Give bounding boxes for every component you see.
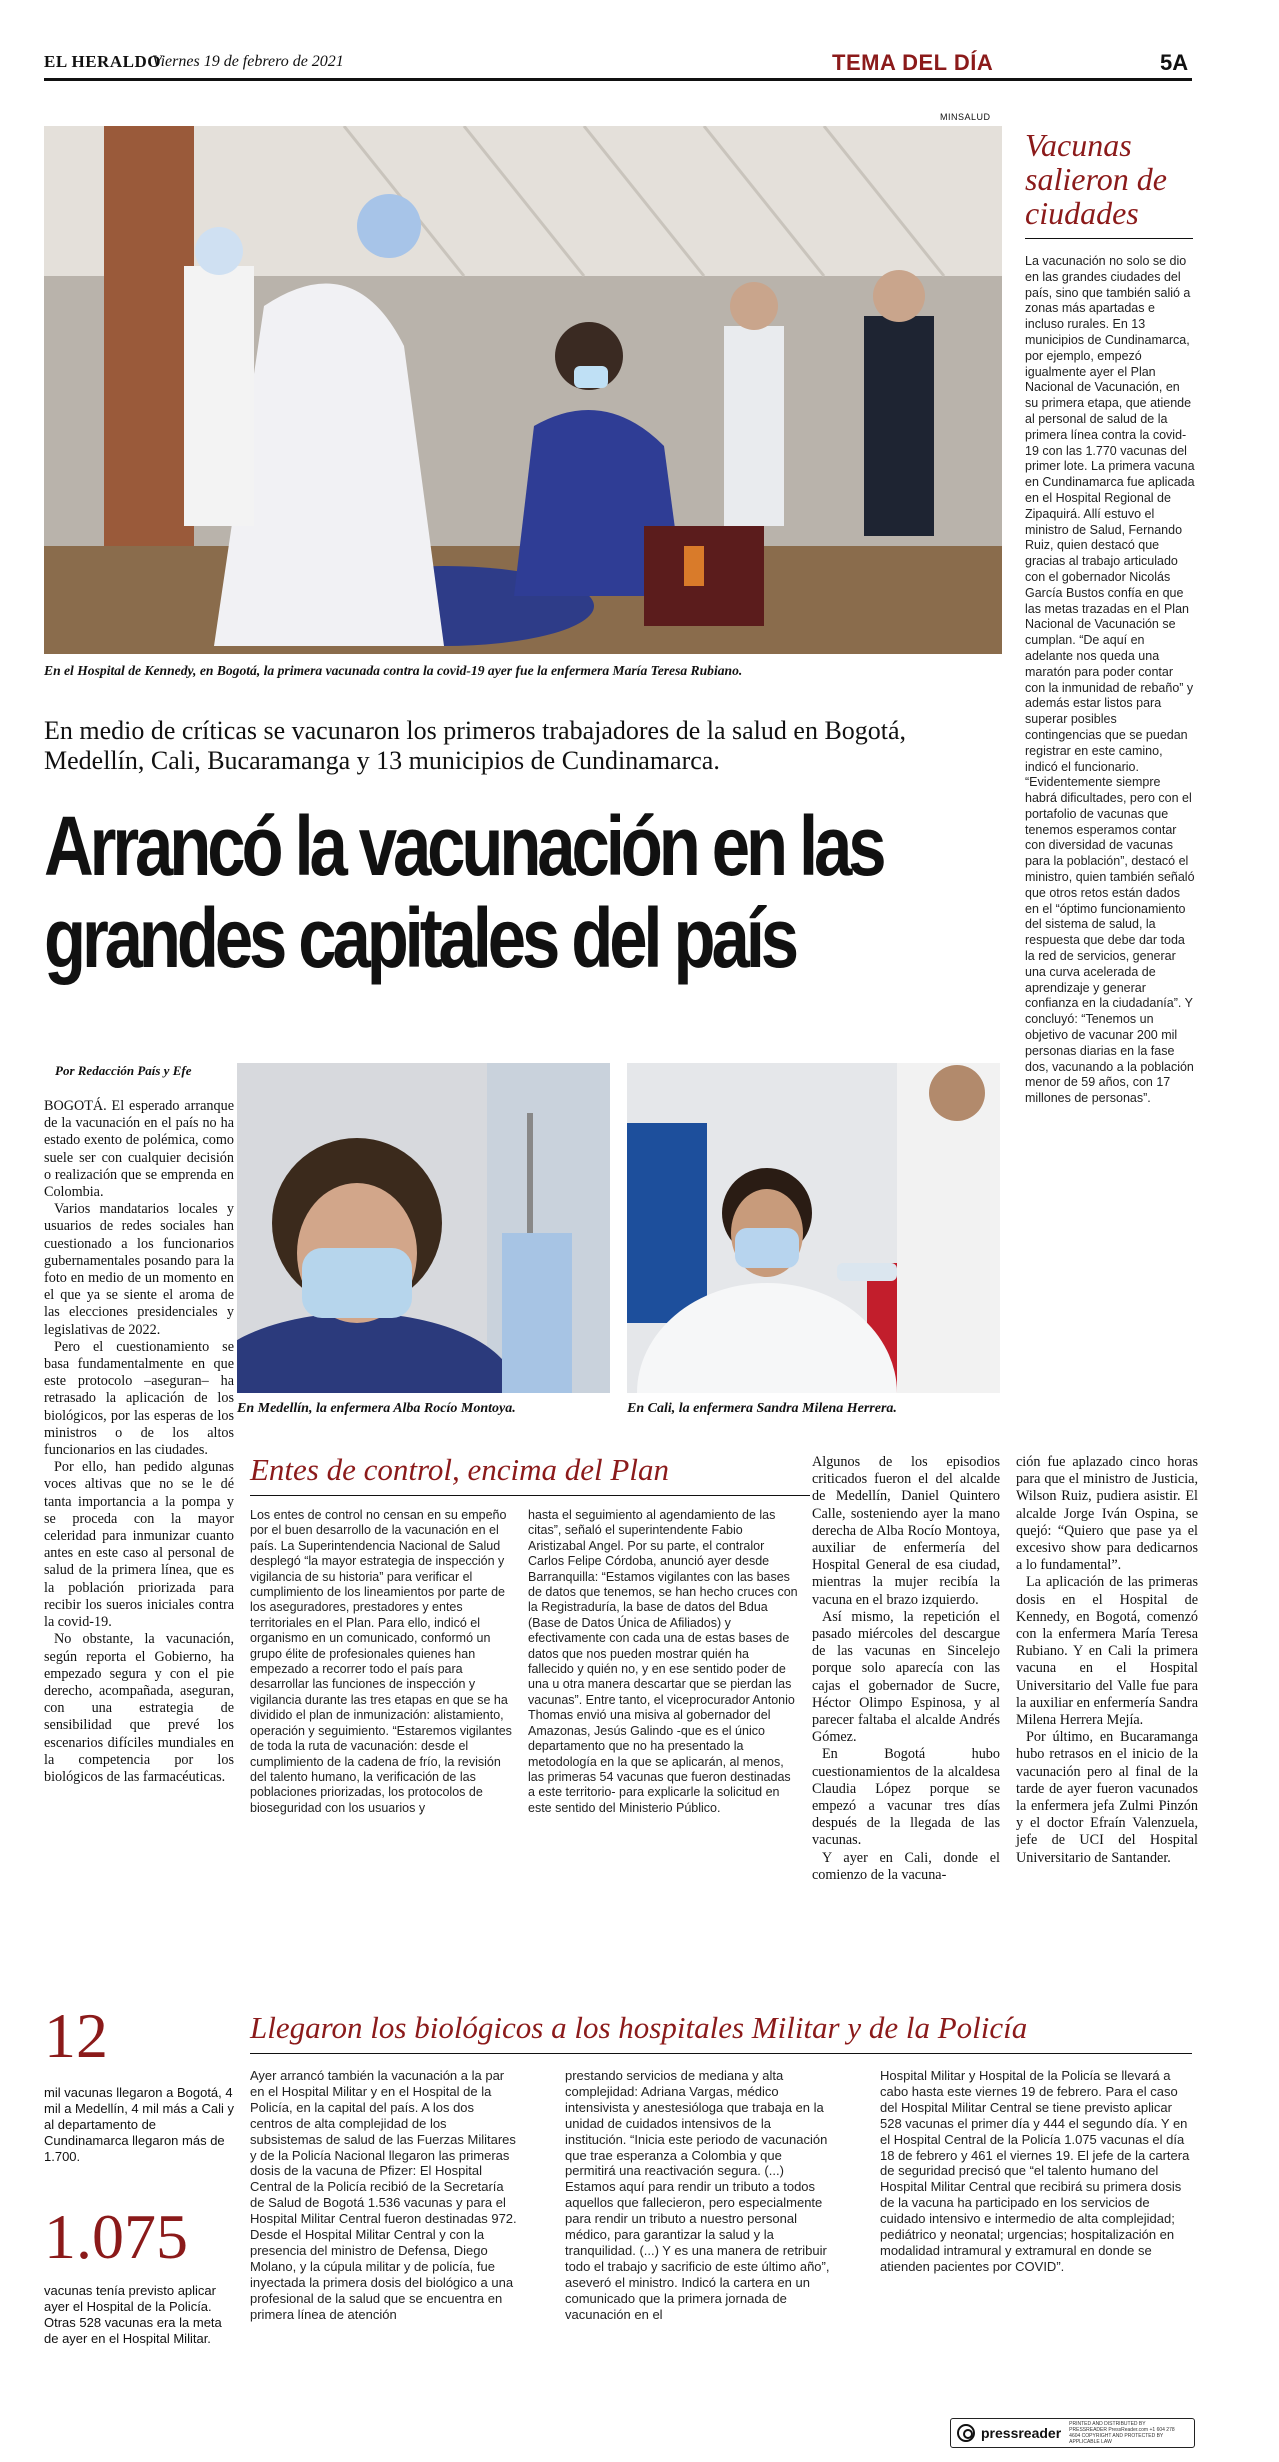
headline-line-2: grandes capitales del país	[44, 891, 795, 985]
sidebar-body: La vacunación no solo se dio en las grandes ciudades del país, sino que también salió a zonas más apartadas e incluso rurales. En 13 municipios de Cundinamarca, por ejemplo, empezó igualmente ayer el Plan Nacional de Vacunación, en su primera etapa, que atiende al personal de salud de la primera línea contra la covid-19 con las 1.770 vacunas del primer lote. La primera vacuna en Cundinamarca fue aplicada en el Hospital Regional de Zipaquirá. Allí estuvo el ministro de Salud, Fernando Ruiz, quien destacó que gracias al trabajo articulado con el gobernador Nicolás García Bustos confía en que las metas trazadas en el Plan Nacional de Vacunación se cumplan. “De aquí en adelante nos queda una maratón para poder contar con la inmunidad de rebaño” y además estar listos para superar posibles contingencias que se puedan registrar en este camino, indicó el funcionario. “Evidentemente siempre habrá dificultades, pero con el portafolio de vacunas que tenemos esperamos contar con diversidad de vacunas para la población”, destacó el ministro, quien también señaló que otros retos están dados en el “óptimo funcionamiento del sistema de salud, la respuesta que debe dar toda la red de servicios, generar una curva acelerada de aprendizaje y generar confianza en la ciudadanía”. Y concluyó: “Tenemos un objetivo de vacunar 200 mil personas diarias en la fase dos, vacunando a la población menor de 59 años, con 17 millones de personas”.	[1025, 254, 1195, 1106]
lead-paragraph: No obstante, la vacunación, según reporta el Gobierno, ha empezado segura y con el pie derecho, acompañada, aseguran, con una estrategia de sensibilidad que prevé los escenarios difíciles mundiales en la competencia por los biológicos de las farmacéuticas.	[44, 1631, 234, 1785]
section2-title: Entes de control, encima del Plan	[250, 1452, 669, 1487]
lead-paragraph: Varios mandatarios locales y usuarios de redes sociales han cuestionado a los funcionarios gubernamentales posando para la foto en medio de un momento en el que ya se siente el aroma de las elecciones presidenciales y legislativas de 2022.	[44, 1201, 234, 1338]
article-column-4	[1016, 1454, 1198, 1867]
pressreader-logo	[950, 2418, 1195, 2448]
lead-article-body	[44, 1098, 234, 1786]
section2-column-1: Los entes de control no censan en su empeño por el buen desarrollo de la vacunación en el país. La Superintendencia Nacional de Salud desplegó “la mayor estrategia de inspección y vigilancia de su historia” para verificar el cumplimiento de los lineamientos por parte de los aseguradores, prestadores y entes territoriales en el Plan. Para ello, indicó el organismo en un comunicado, conformó un grupo élite de profesionales quienes han empezado a recorrer todo el país para desarrollar las funciones de inspección y vigilancia durante las tres etapas en que se ha dividido el plan de inmunización: alistamiento, operación y seguimiento. “Estaremos vigilantes de toda la ruta de vacunación: desde el cumplimiento de la cadena de frío, la revisión del talento humano, la verificación de las poblaciones priorizadas, los protocolos de bioseguridad con los usuarios y	[250, 1508, 512, 1815]
headline-line-1: Arrancó la vacunación en las	[44, 799, 883, 893]
page-number: 5A	[1160, 50, 1189, 75]
newspaper-brand: EL HERALDO	[44, 52, 161, 71]
section2-column-2: hasta el seguimiento al agendamiento de las citas”, señaló el superintendente Fabio Aristizabal Angel. Por su parte, el contralor Carlos Felipe Córdoba, anunció ayer desde Barranquilla: “Estamos vigilantes con las bases de datos que tenemos, se han hecho cruces con la Registraduría, la base de datos del Bdua (Base de Datos Única de Afiliados) y efectivamente con cada una de estas bases de datos que nos pueden mostrar quién ha fallecido y quién no, y en ese sentido poder de una u otra manera descartar que se pierdan las vacunas”. Entre tanto, el viceprocurador Antonio Thomas envió una misiva al gobernador del Amazonas, Jesús Galindo -que es el único departamento que no ha presentado la metodología en la que se aplicarán, al menos, las primeras 54 vacunas que fueron destinadas a este territorio- para explicarle la solicitud en este sentido del Ministerio Público.	[528, 1508, 798, 1815]
publication-date: Viernes 19 de febrero de 2021	[152, 53, 344, 70]
article-headline	[44, 799, 883, 985]
photo-cali	[627, 1063, 1000, 1393]
section3-column-3: Hospital Militar y Hospital de la Policía se llevará a cabo hasta este viernes 19 de febrero. Para el caso del Hospital Militar Central se tiene previsto aplicar 528 vacunas el primer día y 444 el segundo día. Y en el Hospital Central de la Policía 1.075 vacunas el día 18 de febrero y 461 el viernes 19. El jefe de la cartera de seguridad precisó que “el talento humano del Hospital Militar Central que recibirá su primera dosis de la vacuna ha participado en los servicios de cuidado intensivo e intermedio de alta complejidad; pediátrico y neonatal; urgencias; hospitalización en modalidad intramural y extramural en donde se atienden pacientes por COVID”.	[880, 2068, 1190, 2274]
column-paragraph: Por último, en Bucaramanga hubo retrasos en el inicio de la vacunación pero al final de la tarde de ayer fueron vacunados la enfermera jefa Zulmi Pinzón y el doctor Efraín Valenzuela, jefe de UCI del Hospital Universitario de Santander.	[1016, 1729, 1198, 1866]
sidebar-title: Vacunas salieron de ciudades	[1025, 127, 1167, 231]
photo-cali-caption: En Cali, la enfermera Sandra Milena Herrera.	[627, 1401, 897, 1416]
photo-medellin-caption: En Medellín, la enfermera Alba Rocío Montoya.	[237, 1401, 516, 1416]
lead-paragraph: Pero el cuestionamiento se basa fundamentalmente en que este protocolo –aseguran– ha retrasado la aplicación de los biológicos, por las esperas de los ministros o de los altos funcionarios en las ciudades.	[44, 1338, 234, 1459]
section2-rule	[250, 1495, 810, 1496]
column-paragraph: Y ayer en Cali, donde el comienzo de la vacuna-	[812, 1849, 1000, 1883]
section3-rule	[250, 2053, 1192, 2054]
article-kicker: En medio de críticas se vacunaron los primeros trabajadores de la salud en Bogotá, Medellín, Cali, Bucaramanga y 13 municipios de Cundinamarca.	[44, 716, 907, 775]
pressreader-wordmark: pressreader	[981, 2425, 1062, 2441]
section-name: TEMA DEL DÍA	[832, 50, 994, 75]
lead-paragraph: BOGOTÁ. El esperado arranque de la vacunación en el país no ha estado exento de polémica, como suele ser con cualquier decisión o realización que se emprenda en Colombia.	[44, 1098, 234, 1201]
main-photo	[44, 126, 1002, 654]
column-paragraph: Así mismo, la repetición el pasado miércoles del descargue de las vacunas en Sincelejo porque solo aparecía con las cajas el gobernador de Sucre, Héctor Olimpo Espinosa, y al parecer faltaba el alcalde Andrés Gómez.	[812, 1608, 1000, 1746]
main-photo-caption: En el Hospital de Kennedy, en Bogotá, la primera vacunada contra la covid-19 ayer fue la enfermera María Teresa Rubiano.	[44, 663, 743, 678]
stat-number-1: 12	[44, 2000, 108, 2071]
column-paragraph: Algunos de los episodios criticados fueron el del alcalde de Medellín, Daniel Quintero Calle, sosteniendo ayer la mano derecha de Alba Rocío Montoya, auxiliar de enfermería del Hospital General de esa ciudad, mientras la mujer recibía la vacuna en el brazo izquierdo.	[812, 1454, 1000, 1608]
article-column-3	[812, 1454, 1000, 1884]
byline: Por Redacción País y Efe	[55, 1063, 192, 1078]
stat-number-2: 1.075	[44, 2201, 188, 2272]
photo-medellin	[237, 1063, 610, 1393]
pressreader-fine-print: PRINTED AND DISTRIBUTED BY PRESSREADER PressReader.com +1 604 278 4604 COPYRIGHT AND PROTECTED BY APPLICABLE LAW	[1069, 2421, 1175, 2445]
header-rule	[44, 78, 1192, 81]
section3-column-2: prestando servicios de mediana y alta complejidad: Adriana Vargas, médico intensivista y anestesióloga que trabaja en la unidad de cuidados intensivos de la institución. “Inicia este periodo de vacunación que trae esperanza a Colombia y que permitirá una reactivación segura. (...) Estamos aquí para rendir un tributo a todos aquellos que fallecieron, pero especialmente para rendir un tributo a nuestro personal médico, para garantizar la salud y la tranquilidad. (...) Y es una manera de retribuir todo el trabajo y sacrificio de este último año”, aseveró el ministro. Indicó la cartera en un comunicado que la primera jornada de vacunación en el	[565, 2068, 830, 2322]
section3-column-1: Ayer arrancó también la vacunación a la par en el Hospital Militar y en el Hospital de la Policía, en la capital del país. A los dos centros de alta complejidad de los subsistemas de salud de las Fuerzas Militares y de la Policía Nacional llegaron las primeras dosis de la vacuna de Pfizer: El Hospital Central de la Policía recibió de la Secretaría de Salud de Bogotá 1.536 vacunas y para el Hospital Militar Central fueron destinadas 972. Desde el Hospital Militar Central y con la presencia del ministro de Defensa, Diego Molano, y la cúpula militar y de policía, fue inyectada la primera dosis del biológico a una profesional de la salud que se encuentra en primera línea de atención	[250, 2068, 517, 2322]
column-paragraph: La aplicación de las primeras dosis en el Hospital de Kennedy, en Bogotá, comenzó con la enfermera María Teresa Rubiano. Y en Cali la primera vacuna en el Hospital Universitario del Valle fue para la auxiliar en enfermería Sandra Milena Herrera Mejía.	[1016, 1574, 1198, 1729]
pressreader-icon	[957, 2424, 975, 2442]
stat-text-1: mil vacunas llegaron a Bogotá, 4 mil a Medellín, 4 mil más a Cali y al departamento de Cundinamarca llegaron más de 1.700.	[44, 2085, 234, 2164]
lead-paragraph: Por ello, han pedido algunas voces altivas que no se le dé tanta importancia a la pompa y se proceda con la mayor celeridad para inmunizar cuanto antes en este caso al personal de salud de la primera línea, que es la población priorizada para recibir los sueros iniciales contra la covid-19.	[44, 1459, 234, 1631]
sidebar-rule	[1025, 238, 1193, 239]
stat-text-2: vacunas tenía previsto aplicar ayer el Hospital de la Policía. Otras 528 vacunas era la meta de ayer en el Hospital Militar.	[44, 2283, 222, 2346]
column-paragraph: ción fue aplazado cinco horas para que el ministro de Justicia, Wilson Ruiz, pudiera asistir. El alcalde Jorge Iván Ospina, se quejó: “Quiero que pase ya el excesivo show para dedicarnos a lo fundamental”.	[1016, 1454, 1198, 1574]
photo-credit: MINSALUD	[940, 112, 991, 122]
section3-title: Llegaron los biológicos a los hospitales Militar y de la Policía	[250, 2010, 1028, 2045]
column-paragraph: En Bogotá hubo cuestionamientos de la alcaldesa Claudia López porque se empezó a vacunar tres días después de la llegada de las vacunas.	[812, 1746, 1000, 1849]
